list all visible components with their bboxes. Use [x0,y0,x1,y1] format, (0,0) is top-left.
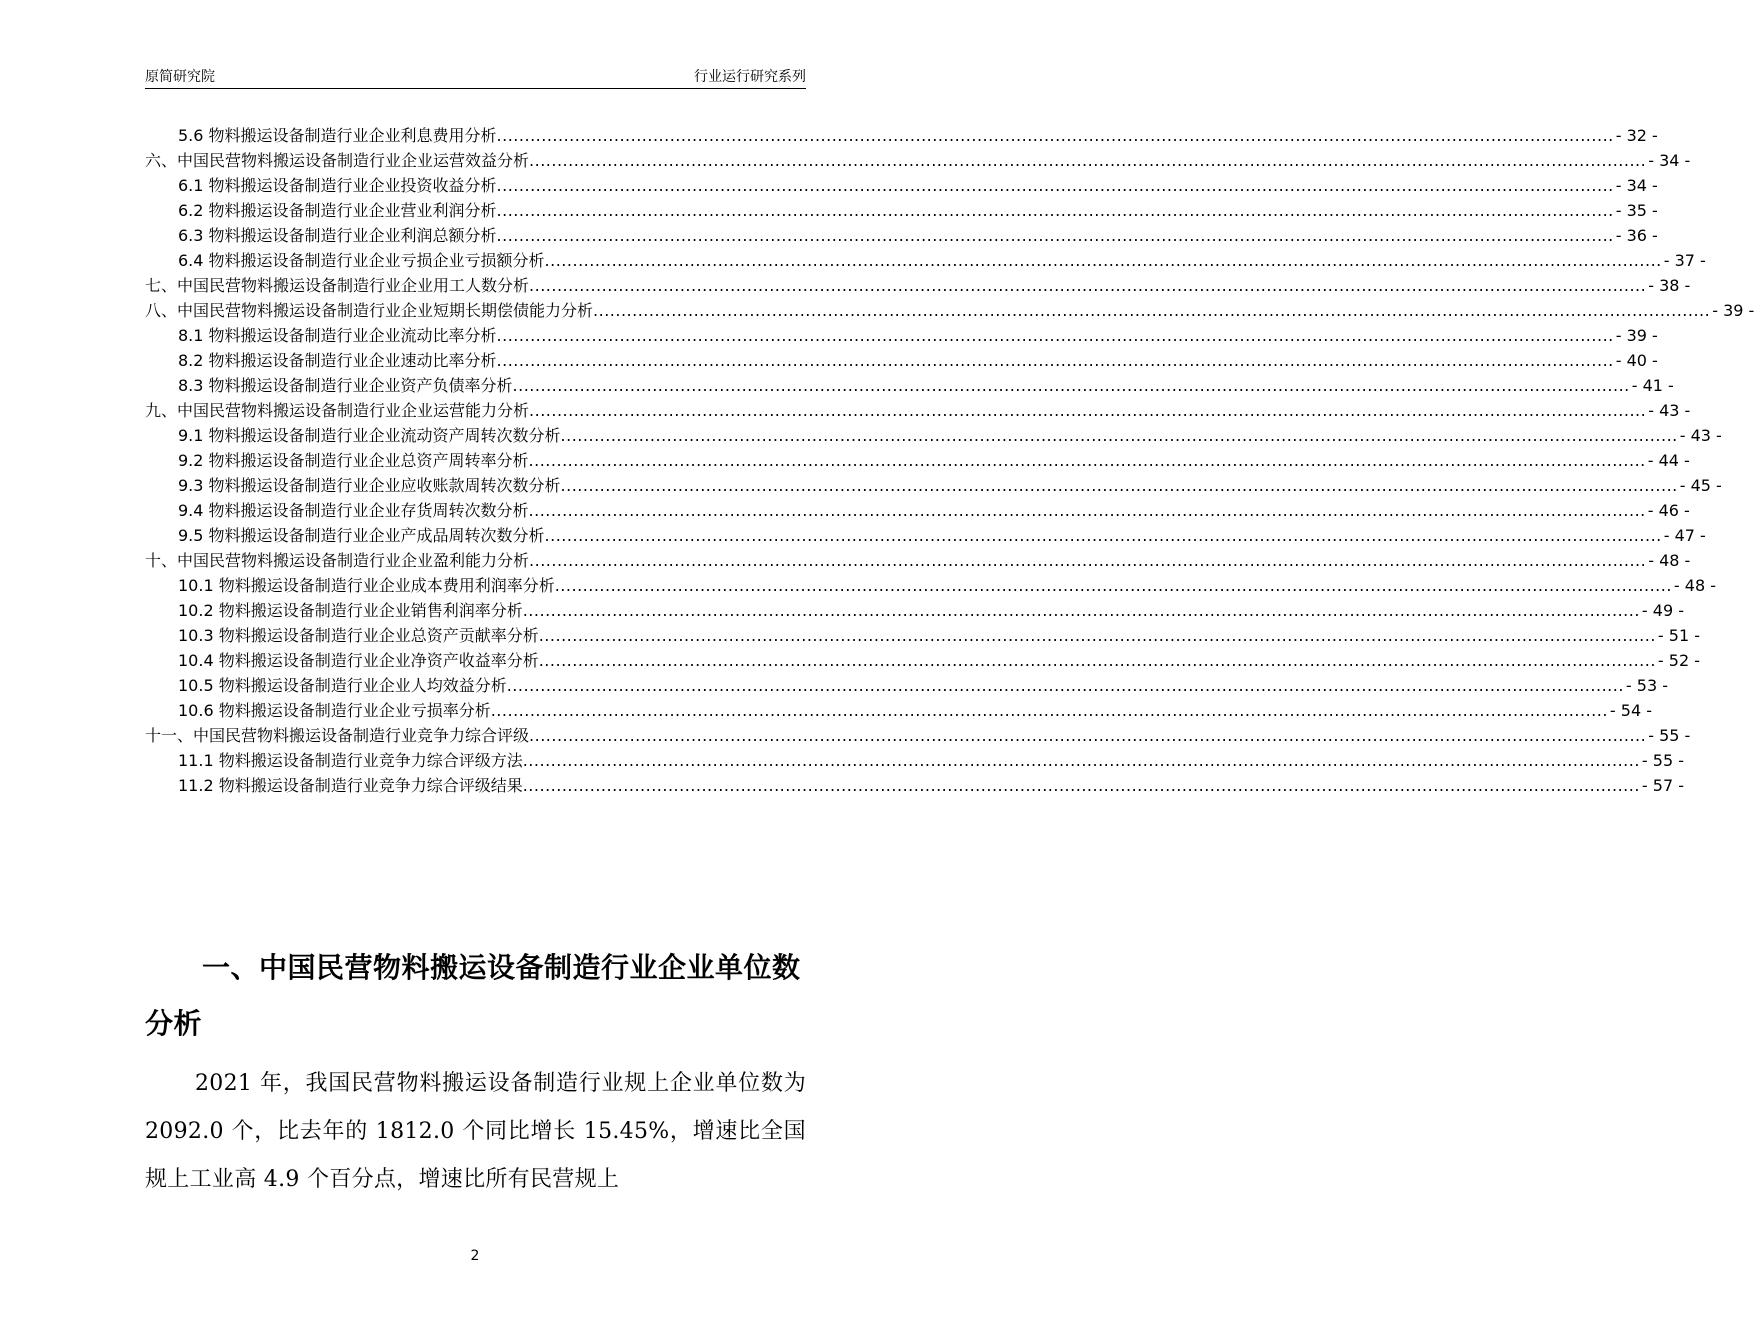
toc-entry[interactable] [145,198,1658,223]
toc-entry[interactable] [145,448,1690,473]
toc-dot-leader: ........................................................................................................................................................................................................ [529,276,1647,295]
table-of-contents [145,123,1754,798]
toc-entry-page: - 48 - [1648,551,1691,570]
toc-dot-leader: ........................................................................................................................................................................................................ [490,701,1608,720]
toc-entry-page: - 43 - [1679,426,1722,445]
toc-dot-leader: ........................................................................................................................................................................................................ [506,676,1624,695]
toc-dot-leader: ........................................................................................................................................................................................................ [522,751,1640,770]
toc-entry-label: 8.2 物料搬运设备制造行业企业速动比率分析 [178,351,497,370]
toc-entry-page: - 34 - [1615,176,1658,195]
toc-entry[interactable] [145,623,1700,648]
toc-entry-page: - 54 - [1609,701,1652,720]
toc-entry[interactable] [145,598,1684,623]
toc-entry[interactable] [145,723,1691,748]
toc-dot-leader: ........................................................................................................................................................................................................ [538,626,1656,645]
toc-entry-label: 8.1 物料搬运设备制造行业企业流动比率分析 [178,326,497,345]
toc-entry-label: 11.1 物料搬运设备制造行业竞争力综合评级方法 [178,751,523,770]
toc-entry[interactable] [145,273,1691,298]
toc-dot-leader: ........................................................................................................................................................................................................ [529,151,1647,170]
toc-entry-label: 10.5 物料搬运设备制造行业企业人均效益分析 [178,676,507,695]
toc-entry[interactable] [145,348,1658,373]
toc-entry[interactable] [145,298,1754,323]
toc-dot-leader: ........................................................................................................................................................................................................ [496,126,1614,145]
toc-entry-page: - 45 - [1679,476,1722,495]
toc-entry[interactable] [145,648,1700,673]
toc-entry[interactable] [145,148,1691,173]
toc-dot-leader: ........................................................................................................................................................................................................ [544,526,1662,545]
toc-entry-page: - 57 - [1641,776,1684,795]
toc-entry-label: 9.2 物料搬运设备制造行业企业总资产周转率分析 [178,451,529,470]
toc-dot-leader: ........................................................................................................................................................................................................ [496,176,1614,195]
toc-dot-leader: ........................................................................................................................................................................................................ [529,726,1647,745]
toc-entry-label: 6.4 物料搬运设备制造行业企业亏损企业亏损额分析 [178,251,545,270]
toc-entry-label: 9.4 物料搬运设备制造行业企业存货周转次数分析 [178,501,529,520]
toc-dot-leader: ........................................................................................................................................................................................................ [529,551,1647,570]
toc-entry-page: - 47 - [1663,526,1706,545]
toc-entry[interactable] [145,173,1658,198]
toc-dot-leader: ........................................................................................................................................................................................................ [528,451,1646,470]
toc-dot-leader: ........................................................................................................................................................................................................ [560,476,1678,495]
toc-entry-page: - 48 - [1673,576,1716,595]
header-series-name: 行业运行研究系列 [694,69,806,85]
toc-entry[interactable] [145,498,1690,523]
toc-dot-leader: ........................................................................................................................................................................................................ [522,776,1640,795]
toc-entry[interactable] [145,323,1658,348]
toc-entry-page: - 55 - [1648,726,1691,745]
toc-dot-leader: ........................................................................................................................................................................................................ [554,576,1672,595]
toc-entry-label: 8.3 物料搬运设备制造行业企业资产负债率分析 [178,376,513,395]
toc-entry[interactable] [145,398,1691,423]
toc-entry-label: 9.3 物料搬运设备制造行业企业应收账款周转次数分析 [178,476,561,495]
toc-entry-label: 七、中国民营物料搬运设备制造行业企业用工人数分析 [145,276,530,295]
toc-dot-leader: ........................................................................................................................................................................................................ [496,326,1614,345]
toc-dot-leader: ........................................................................................................................................................................................................ [544,251,1662,270]
toc-entry-page: - 55 - [1641,751,1684,770]
header-org-name: 原简研究院 [145,69,215,85]
toc-entry-label: 十、中国民营物料搬运设备制造行业企业盈利能力分析 [145,551,530,570]
toc-entry[interactable] [145,523,1706,548]
toc-dot-leader: ........................................................................................................................................................................................................ [496,201,1614,220]
page-number: 2 [470,1248,480,1264]
toc-entry[interactable] [145,548,1691,573]
body-paragraph: 2021 年，我国民营物料搬运设备制造行业规上企业单位数为 2092.0 个，比去年的 1812.0 个同比增长 15.45%，增速比全国规上工业高 4.9 个百分点，增速比所有民营规上 [145,1071,806,1192]
toc-entry-label: 九、中国民营物料搬运设备制造行业企业运营能力分析 [145,401,530,420]
toc-entry-page: - 43 - [1648,401,1691,420]
toc-entry-label: 11.2 物料搬运设备制造行业竞争力综合评级结果 [178,776,523,795]
toc-entry-label: 10.6 物料搬运设备制造行业企业亏损率分析 [178,701,491,720]
toc-entry-label: 5.6 物料搬运设备制造行业企业利息费用分析 [178,126,497,145]
toc-entry-page: - 40 - [1615,351,1658,370]
toc-entry[interactable] [145,673,1668,698]
toc-entry-label: 6.2 物料搬运设备制造行业企业营业利润分析 [178,201,497,220]
toc-entry[interactable] [145,473,1722,498]
toc-entry[interactable] [145,373,1674,398]
toc-entry-label: 十一、中国民营物料搬运设备制造行业竞争力综合评级 [145,726,530,745]
toc-entry-page: - 35 - [1615,201,1658,220]
toc-dot-leader: ........................................................................................................................................................................................................ [538,651,1656,670]
toc-entry[interactable] [145,423,1722,448]
section-heading: 一、中国民营物料搬运设备制造行业企业单位数分析 [145,951,801,1040]
toc-entry[interactable] [145,573,1716,598]
toc-entry-label: 6.3 物料搬运设备制造行业企业利润总额分析 [178,226,497,245]
toc-entry-page: - 46 - [1647,501,1690,520]
toc-dot-leader: ........................................................................................................................................................................................................ [512,376,1630,395]
toc-entry-label: 9.1 物料搬运设备制造行业企业流动资产周转次数分析 [178,426,561,445]
toc-dot-leader: ........................................................................................................................................................................................................ [528,501,1646,520]
toc-entry-page: - 44 - [1647,451,1690,470]
toc-entry[interactable] [145,223,1658,248]
toc-dot-leader: ........................................................................................................................................................................................................ [496,226,1614,245]
toc-entry-page: - 51 - [1657,626,1700,645]
toc-entry[interactable] [145,773,1684,798]
toc-entry-page: - 34 - [1648,151,1691,170]
toc-dot-leader: ........................................................................................................................................................................................................ [529,401,1647,420]
toc-entry-page: - 38 - [1648,276,1691,295]
toc-entry-page: - 53 - [1625,676,1668,695]
toc-entry-label: 八、中国民营物料搬运设备制造行业企业短期长期偿债能力分析 [145,301,594,320]
toc-entry-label: 六、中国民营物料搬运设备制造行业企业运营效益分析 [145,151,530,170]
toc-entry-label: 10.3 物料搬运设备制造行业企业总资产贡献率分析 [178,626,539,645]
toc-dot-leader: ........................................................................................................................................................................................................ [496,351,1614,370]
page-header [145,64,806,89]
toc-entry-page: - 32 - [1615,126,1658,145]
toc-entry-page: - 52 - [1657,651,1700,670]
toc-entry-label: 6.1 物料搬运设备制造行业企业投资收益分析 [178,176,497,195]
toc-entry-page: - 37 - [1663,251,1706,270]
toc-entry-label: 9.5 物料搬运设备制造行业企业产成品周转次数分析 [178,526,545,545]
toc-dot-leader: ........................................................................................................................................................................................................ [560,426,1678,445]
toc-entry-page: - 36 - [1615,226,1658,245]
toc-entry[interactable] [145,698,1652,723]
toc-entry-label: 10.1 物料搬运设备制造行业企业成本费用利润率分析 [178,576,555,595]
toc-entry[interactable] [145,748,1684,773]
toc-entry[interactable] [145,123,1658,148]
toc-entry-page: - 49 - [1641,601,1684,620]
toc-dot-leader: ........................................................................................................................................................................................................ [522,601,1640,620]
toc-entry-page: - 41 - [1631,376,1674,395]
toc-dot-leader: ........................................................................................................................................................................................................ [593,301,1711,320]
toc-entry-label: 10.4 物料搬运设备制造行业企业净资产收益率分析 [178,651,539,670]
toc-entry-page: - 39 - [1615,326,1658,345]
toc-entry[interactable] [145,248,1706,273]
toc-entry-label: 10.2 物料搬运设备制造行业企业销售利润率分析 [178,601,523,620]
toc-entry-page: - 39 - [1712,301,1754,320]
